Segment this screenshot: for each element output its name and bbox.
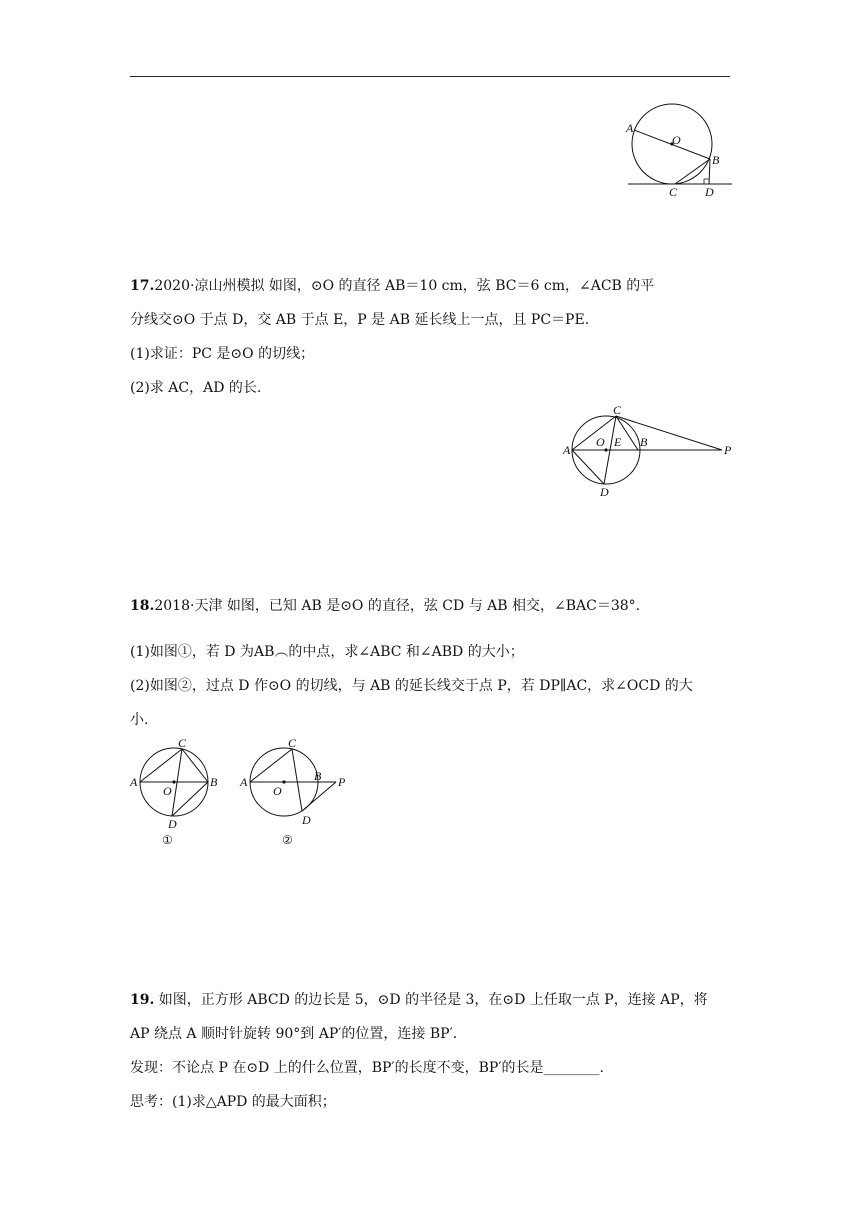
label-b: B (640, 435, 648, 449)
fig2-caption: ② (282, 833, 293, 847)
segment-bd (709, 159, 710, 184)
label-b: B (712, 153, 720, 167)
label-o: O (163, 784, 172, 798)
chord-ac (572, 416, 616, 450)
q17-line1 (130, 276, 734, 296)
chord-bd (172, 782, 208, 816)
q19-line1 (130, 990, 734, 1010)
q18-part2a: (2)如图②，过点 D 作⊙O 的切线，与 AB 的延长线交于点 P，若 DP∥AC，求∠OCD 的大 (130, 678, 693, 694)
label-o: O (273, 784, 282, 798)
header-rule (130, 76, 730, 77)
tangent-dp (302, 782, 336, 811)
fig1-caption: ① (162, 833, 173, 847)
line-cp (616, 416, 722, 450)
label-c: C (288, 736, 297, 750)
q17-part2: (2)求 AC，AD 的长. (130, 380, 262, 396)
center-dot (604, 448, 607, 451)
label-e: E (614, 435, 622, 449)
label-c: C (669, 185, 678, 199)
q17-part1: (1)求证：PC 是⊙O 的切线； (130, 346, 315, 362)
q17-line2: 分线交⊙O 于点 D，交 AB 于点 E，P 是 AB 延长线上一点，且 PC＝PE. (130, 312, 590, 328)
label-b: B (314, 769, 322, 783)
q17-text1: 如图，⊙O 的直径 AB＝10 cm，弦 BC＝6 cm，∠ACB 的平 (264, 278, 655, 294)
label-d: D (302, 813, 311, 827)
label-c: C (178, 736, 187, 750)
label-o: O (596, 435, 605, 449)
chord-ac (140, 749, 182, 782)
q18-number: 18. (130, 598, 155, 614)
figure-q17 (560, 402, 740, 500)
q18-text1: 如图，已知 AB 是⊙O 的直径，弦 CD 与 AB 相交，∠BAC＝38°. (222, 598, 641, 614)
label-a: A (626, 121, 634, 135)
q19-text1: 如图，正方形 ABCD 的边长是 5，⊙D 的半径是 3，在⊙D 上任取一点 P，连接 AP，将 (154, 992, 708, 1008)
right-angle-mark (704, 179, 709, 184)
label-a: A (130, 775, 138, 789)
center-dot (282, 780, 285, 783)
label-d: D (705, 185, 714, 199)
label-p: P (724, 443, 732, 457)
q18-source: 2018·天津 (154, 598, 223, 614)
label-d: D (600, 485, 609, 499)
label-a: A (563, 443, 571, 457)
q19-think: 思考：(1)求△APD 的最大面积； (130, 1094, 336, 1110)
q19-line2: AP 绕点 A 顺时针旋转 90°到 AP′的位置，连接 BP′. (130, 1026, 458, 1042)
label-o: O (672, 133, 681, 147)
label-b: B (210, 775, 218, 789)
label-a: A (240, 775, 248, 789)
q19-number: 19. (130, 992, 155, 1008)
q17-source: 2020·凉山州模拟 (154, 278, 265, 294)
q18-part1: (1)如图①，若 D 为AB︵的中点，求∠ABC 和∠ABD 的大小； (130, 644, 524, 660)
chord-cd (292, 749, 302, 811)
q17-number: 17. (130, 278, 155, 294)
figure-q18-1 (126, 734, 222, 850)
q18-part2b: 小. (130, 712, 149, 728)
label-p: P (338, 775, 346, 789)
figure-q18-2 (236, 734, 356, 850)
q18-line1 (130, 596, 734, 616)
chord-bc (675, 159, 710, 184)
chord-ac (250, 749, 292, 782)
label-c: C (613, 403, 622, 417)
q19-discovery: 发现：不论点 P 在⊙D 上的什么位置，BP′的长度不变，BP′的长是________. (130, 1060, 604, 1076)
center-dot (172, 780, 175, 783)
label-d: D (168, 817, 177, 831)
figure-tangent-circle (620, 98, 740, 202)
